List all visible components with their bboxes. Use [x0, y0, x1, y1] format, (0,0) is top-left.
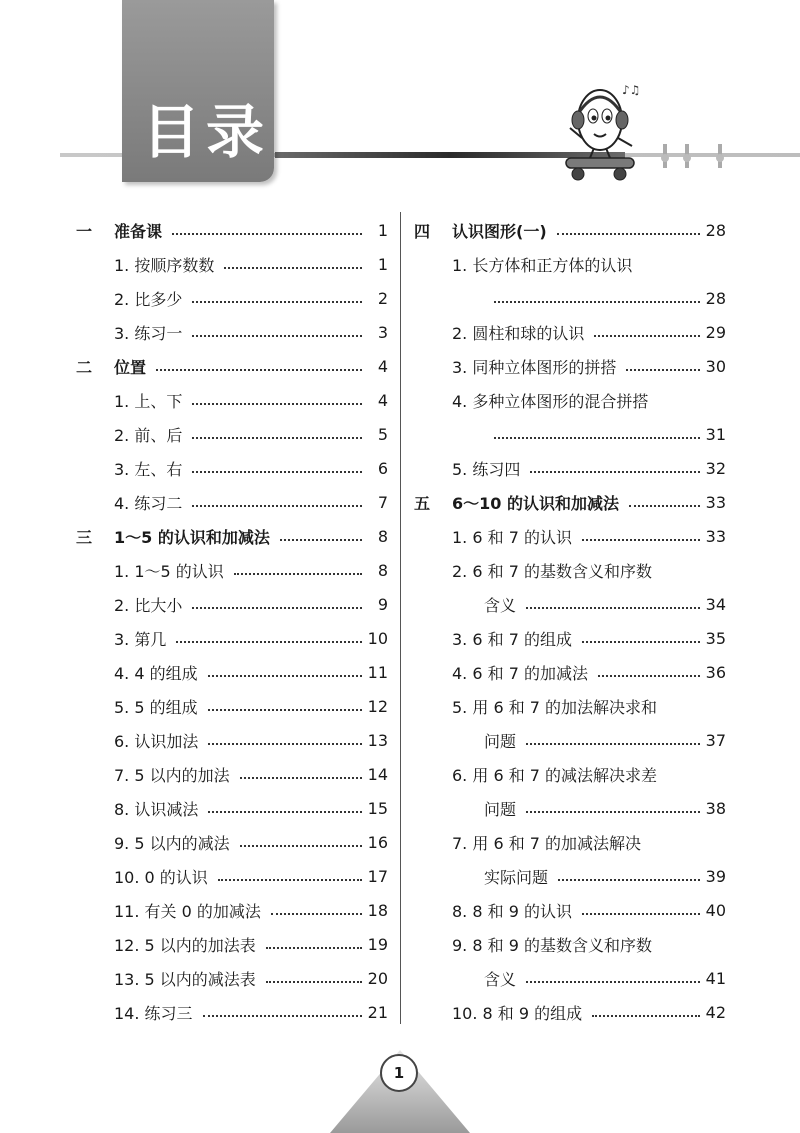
toc-entry-title: 1. 6 和 7 的认识 [452, 527, 572, 547]
toc-page-number: 28 [705, 220, 726, 240]
toc-page-number: 4 [377, 390, 388, 410]
toc-page-number: 29 [705, 322, 726, 342]
toc-entry-row[interactable] [76, 655, 388, 689]
toc-entry-row[interactable] [76, 825, 388, 859]
dot-leader [626, 369, 699, 371]
dot-leader [240, 777, 362, 779]
dot-leader [224, 267, 362, 269]
dot-leader [192, 403, 362, 405]
toc-entry-title: 7. 5 以内的加法 [114, 765, 230, 785]
chapter-number: 四 [414, 221, 431, 241]
toc-page-number: 36 [705, 662, 726, 682]
toc-entry-row[interactable] [414, 349, 726, 383]
chapter-number: 五 [414, 493, 431, 513]
toc-entry-title: 11. 有关 0 的加减法 [114, 901, 261, 921]
dot-leader [592, 1015, 699, 1017]
dot-leader [594, 335, 699, 337]
dot-leader [280, 539, 362, 541]
toc-entry-row[interactable] [414, 281, 726, 315]
toc-page-number: 16 [367, 832, 388, 852]
toc-left-column [76, 213, 388, 1029]
toc-entry-title: 6～10 的认识和加减法 [452, 493, 619, 513]
toc-entry-title: 4. 练习二 [114, 493, 183, 513]
toc-entry-title: 10. 0 的认识 [114, 867, 208, 887]
dot-leader [176, 641, 361, 643]
toc-page-number: 33 [705, 492, 726, 512]
dot-leader [192, 471, 362, 473]
dot-leader [192, 505, 362, 507]
toc-page-number: 42 [705, 1002, 726, 1022]
toc-entry-row[interactable] [414, 859, 726, 893]
dot-leader [629, 505, 700, 507]
toc-page-number: 14 [367, 764, 388, 784]
toc-page-number: 1 [377, 220, 388, 240]
toc-page-number: 37 [705, 730, 726, 750]
toc-entry-title: 6. 用 6 和 7 的减法解决求差 [452, 765, 658, 785]
toc-entry-title: 位置 [114, 357, 147, 377]
dot-leader [192, 335, 362, 337]
toc-page-number: 41 [705, 968, 726, 988]
toc-entry-title: 2. 圆柱和球的认识 [452, 323, 585, 343]
dot-leader [203, 1015, 362, 1017]
toc-page-number: 13 [367, 730, 388, 750]
toc-entry-row[interactable] [414, 383, 726, 417]
toc-entry-title: 3. 练习一 [114, 323, 183, 343]
toc-page-number: 5 [377, 424, 388, 444]
toc-entry-row[interactable] [414, 417, 726, 451]
toc-entry-row[interactable] [414, 927, 726, 961]
toc-entry-title: 1. 上、下 [114, 391, 183, 411]
dot-leader [582, 641, 700, 643]
dot-leader [192, 301, 362, 303]
toc-entry-title: 4. 6 和 7 的加减法 [452, 663, 588, 683]
dot-leader [271, 913, 362, 915]
dot-leader [557, 233, 700, 235]
dot-leader [266, 981, 362, 983]
toc-entry-row[interactable] [414, 995, 726, 1029]
dot-leader [156, 369, 362, 371]
dot-leader [240, 845, 362, 847]
toc-entry-title: 3. 左、右 [114, 459, 183, 479]
toc-entry-row[interactable] [76, 791, 388, 825]
toc-entry-row[interactable] [414, 791, 726, 825]
toc-entry-row[interactable] [76, 417, 388, 451]
toc-right-column [414, 213, 726, 1029]
toc-entry-row[interactable] [76, 587, 388, 621]
toc-entry-row[interactable] [414, 519, 726, 553]
toc-page-number: 19 [367, 934, 388, 954]
toc-entry-title: 问题 [484, 799, 517, 819]
toc-chapter-row[interactable] [414, 485, 726, 519]
toc-entry-row[interactable] [76, 723, 388, 757]
toc-entry-title: 3. 第几 [114, 629, 167, 649]
toc-entry-title: 2. 比大小 [114, 595, 183, 615]
toc-entry-title: 实际问题 [484, 867, 549, 887]
dot-leader [172, 233, 362, 235]
column-divider [400, 212, 401, 1024]
toc-chapter-row[interactable] [76, 213, 388, 247]
dot-leader [208, 743, 361, 745]
dot-leader [598, 675, 700, 677]
toc-entry-title: 1. 按顺序数数 [114, 255, 215, 275]
toc-entry-title: 4. 多种立体图形的混合拼搭 [452, 391, 649, 411]
toc-entry-row[interactable] [414, 757, 726, 791]
toc-entry-row[interactable] [76, 383, 388, 417]
dot-leader [526, 607, 700, 609]
toc-entry-row[interactable] [414, 247, 726, 281]
toc-entry-title: 7. 用 6 和 7 的加减法解决 [452, 833, 642, 853]
toc-page-number: 17 [367, 866, 388, 886]
toc-entry-row[interactable] [76, 927, 388, 961]
toc-chapter-row[interactable] [76, 349, 388, 383]
toc-page-number: 7 [377, 492, 388, 512]
toc-page-number: 31 [705, 424, 726, 444]
toc-page-number: 10 [367, 628, 388, 648]
dot-leader [218, 879, 362, 881]
dot-leader [582, 539, 700, 541]
toc-entry-row[interactable] [76, 315, 388, 349]
toc-page-number: 6 [377, 458, 388, 478]
toc-entry-row[interactable] [414, 587, 726, 621]
toc-entry-title: 8. 8 和 9 的认识 [452, 901, 572, 921]
toc-entry-title: 1. 1～5 的认识 [114, 561, 224, 581]
toc-entry-row[interactable] [414, 655, 726, 689]
toc-entry-row[interactable] [76, 961, 388, 995]
dot-leader [530, 471, 699, 473]
dot-leader [234, 573, 362, 575]
toc-entry-title: 14. 练习三 [114, 1003, 193, 1023]
toc-entry-row[interactable] [414, 451, 726, 485]
toc-entry-row[interactable] [76, 995, 388, 1029]
chapter-number: 三 [76, 527, 93, 547]
toc-entry-title: 2. 比多少 [114, 289, 183, 309]
toc-entry-title: 9. 8 和 9 的基数含义和序数 [452, 935, 652, 955]
toc-page-number: 30 [705, 356, 726, 376]
toc-entry-title: 1. 长方体和正方体的认识 [452, 255, 633, 275]
toc-page-number: 11 [367, 662, 388, 682]
toc-page-number: 8 [377, 560, 388, 580]
toc-entry-title: 2. 前、后 [114, 425, 183, 445]
toc-entry-title: 10. 8 和 9 的组成 [452, 1003, 583, 1023]
toc-entry-row[interactable] [414, 961, 726, 995]
toc-page-number: 33 [705, 526, 726, 546]
toc-entry-row[interactable] [76, 757, 388, 791]
toc-entry-title: 含义 [484, 595, 517, 615]
toc-entry-title: 5. 练习四 [452, 459, 521, 479]
toc-entry-title: 8. 认识减法 [114, 799, 199, 819]
toc-page-number: 3 [377, 322, 388, 342]
toc-entry-title: 2. 6 和 7 的基数含义和序数 [452, 561, 652, 581]
dot-leader [526, 811, 700, 813]
egg-mascot-skateboard-illustration [560, 78, 740, 188]
toc-entry-title: 准备课 [114, 221, 163, 241]
toc-entry-row[interactable] [76, 859, 388, 893]
toc-page-number: 2 [377, 288, 388, 308]
chapter-number: 二 [76, 357, 93, 377]
dot-leader [526, 743, 700, 745]
toc-page-number: 9 [377, 594, 388, 614]
dot-leader [208, 675, 362, 677]
toc-entry-title: 4. 4 的组成 [114, 663, 198, 683]
dot-leader [558, 879, 700, 881]
toc-entry-row[interactable] [76, 247, 388, 281]
toc-page-number: 15 [367, 798, 388, 818]
toc-page-number: 35 [705, 628, 726, 648]
dot-leader [208, 709, 362, 711]
dot-leader [582, 913, 700, 915]
chapter-number: 一 [76, 221, 93, 241]
toc-page-number: 34 [705, 594, 726, 614]
dot-leader [526, 981, 700, 983]
toc-entry-row[interactable] [76, 485, 388, 519]
toc-page-number: 21 [367, 1002, 388, 1022]
toc-page-number: 20 [367, 968, 388, 988]
toc-chapter-row[interactable] [414, 213, 726, 247]
page-title: 目录 [142, 98, 271, 166]
toc-page-number: 40 [705, 900, 726, 920]
toc-entry-row[interactable] [76, 553, 388, 587]
toc-entry-row[interactable] [414, 553, 726, 587]
toc-page-number: 38 [705, 798, 726, 818]
toc-page-number: 18 [367, 900, 388, 920]
toc-entry-title: 问题 [484, 731, 517, 751]
toc-entry-title: 认识图形(一) [452, 221, 547, 241]
toc-page-number: 4 [377, 356, 388, 376]
toc-chapter-row[interactable] [76, 519, 388, 553]
toc-entry-row[interactable] [76, 621, 388, 655]
toc-page-number: 1 [377, 254, 388, 274]
toc-entry-title: 3. 同种立体图形的拼搭 [452, 357, 617, 377]
toc-entry-row[interactable] [414, 315, 726, 349]
toc-entry-title: 12. 5 以内的加法表 [114, 935, 256, 955]
dot-leader [266, 947, 362, 949]
toc-entry-row[interactable] [414, 621, 726, 655]
toc-entry-row[interactable] [414, 893, 726, 927]
dot-leader [494, 437, 700, 439]
toc-entry-title: 5. 用 6 和 7 的加法解决求和 [452, 697, 658, 717]
toc-entry-row[interactable] [76, 893, 388, 927]
svg-text:♪♫: ♪♫ [622, 83, 641, 97]
toc-entry-title: 13. 5 以内的减法表 [114, 969, 256, 989]
dot-leader [192, 437, 362, 439]
toc-entry-row[interactable] [76, 281, 388, 315]
toc-entry-title: 含义 [484, 969, 517, 989]
page-number: 1 [380, 1054, 418, 1092]
dot-leader [494, 301, 700, 303]
toc-page-number: 32 [705, 458, 726, 478]
toc-page-number: 39 [705, 866, 726, 886]
toc-entry-row[interactable] [76, 451, 388, 485]
toc-entry-title: 5. 5 的组成 [114, 697, 198, 717]
toc-entry-row[interactable] [76, 689, 388, 723]
dot-leader [208, 811, 361, 813]
toc-page-number: 12 [367, 696, 388, 716]
dot-leader [192, 607, 362, 609]
toc-entry-title: 3. 6 和 7 的组成 [452, 629, 572, 649]
toc-entry-row[interactable] [414, 723, 726, 757]
toc-entry-row[interactable] [414, 689, 726, 723]
toc-entry-row[interactable] [414, 825, 726, 859]
toc-page-number: 28 [705, 288, 726, 308]
toc-entry-title: 6. 认识加法 [114, 731, 199, 751]
toc-entry-title: 9. 5 以内的减法 [114, 833, 230, 853]
toc-page-number: 8 [377, 526, 388, 546]
toc-entry-title: 1～5 的认识和加减法 [114, 527, 270, 547]
